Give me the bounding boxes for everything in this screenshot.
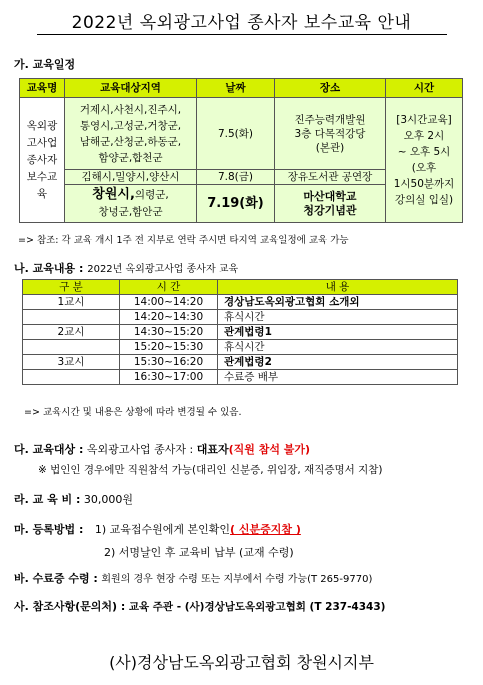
header-period: 구 분 (23, 280, 120, 295)
content-cell: 관계법령1 (218, 325, 458, 340)
time-cell: 14:30~15:20 (120, 325, 218, 340)
registration-step1: 1) 교육접수원에게 본인확인 (94, 523, 231, 536)
period-cell: 3교시 (23, 355, 120, 370)
period-cell: 1교시 (23, 295, 120, 310)
content-cell: 경상남도옥외광고협회 소개외 (218, 295, 458, 310)
contents-header-row (23, 280, 458, 295)
schedule-table (19, 78, 463, 223)
place-cell (275, 185, 386, 223)
table-row (23, 310, 458, 325)
course-name-cell (20, 98, 65, 223)
header-course: 교육명 (20, 79, 65, 98)
region-line: 함양군,합천군 (98, 151, 163, 164)
time-line: 강의실 입실) (394, 194, 454, 206)
registration-line (14, 521, 301, 537)
section-contents-text: 2022년 옥외광고사업 종사자 교육 (87, 264, 239, 275)
place-line: 마산대학교 (303, 189, 357, 203)
certificate-label: 바. 수료증 수령 : (14, 572, 98, 585)
period-cell (23, 370, 120, 385)
contact-label: 사. 참조사항(문의처) : (14, 600, 126, 613)
region-text: 의령군, (134, 189, 169, 201)
place-line: 진주능력개발원 (294, 113, 366, 126)
schedule-row (20, 98, 463, 170)
region-line: 통영시,고성군,거창군, (79, 119, 182, 132)
document-title: 2022년 옥외광고사업 종사자 보수교육 안내 (71, 13, 412, 33)
schedule-header-row (20, 79, 463, 98)
title-underline (37, 34, 447, 35)
target-bold: 대표자 (196, 443, 229, 456)
content-cell: 관계법령2 (218, 355, 458, 370)
contact-line (14, 598, 385, 614)
header-content: 내 용 (218, 280, 458, 295)
registration-step2: 2) 서명날인 후 교육비 납부 (교재 수령) (104, 546, 294, 559)
content-cell: 휴식시간 (218, 310, 458, 325)
contents-table (22, 279, 458, 385)
table-row (23, 325, 458, 340)
fee-label: 라. 교 육 비 : (14, 493, 81, 506)
section-schedule-heading: 가. 교육일정 (14, 58, 76, 71)
section-contents-heading (14, 260, 238, 276)
region-cell (65, 98, 197, 170)
target-label: 다. 교육대상 : (14, 443, 84, 456)
course-name-line: 옥외광 (26, 119, 58, 132)
place-cell (275, 98, 386, 170)
contents-note: => 교육시간 및 내용은 상황에 따라 변경될 수 있음. (24, 407, 242, 418)
target-text: 옥외광고사업 종사자 : (86, 443, 194, 456)
header-date: 날짜 (197, 79, 275, 98)
period-cell: 2교시 (23, 325, 120, 340)
place-line: 3층 다목적강당 (294, 127, 366, 140)
time-cell: 15:20~15:30 (120, 340, 218, 355)
table-row (23, 355, 458, 370)
time-cell: 14:00~14:20 (120, 295, 218, 310)
region-line: 남해군,산청군,하동군, (79, 135, 182, 148)
region-line: 창녕군,함안군 (98, 206, 163, 218)
content-cell: 휴식시간 (218, 340, 458, 355)
table-row (23, 340, 458, 355)
date-cell: 7.5(화) (197, 98, 275, 170)
time-cell: 16:30~17:00 (120, 370, 218, 385)
region-highlight: 창원시, (92, 187, 135, 202)
target-warning: (직원 참석 불가) (228, 443, 311, 456)
period-cell (23, 340, 120, 355)
date-cell: 7.8(금) (197, 170, 275, 185)
region-cell (65, 185, 197, 223)
header-time: 시간 (386, 79, 463, 98)
contact-text: 교육 주관 - (사)경상남도옥외광고협회 (T 237-4343) (128, 601, 386, 613)
date-cell: 7.19(화) (197, 185, 275, 223)
time-line: 1시50분까지 (393, 178, 455, 190)
region-cell: 김해시,밀양시,양산시 (65, 170, 197, 185)
place-cell: 장유도서관 공연장 (275, 170, 386, 185)
course-name-line: 육 (36, 187, 48, 200)
content-cell: 수료증 배부 (218, 370, 458, 385)
time-line: (오후 (411, 162, 437, 174)
footer-organization: (사)경상남도옥외광고협회 창원시지부 (109, 653, 374, 672)
certificate-line (14, 570, 372, 586)
time-line: ~ 오후 5시 (397, 146, 451, 158)
time-cell: 15:30~16:20 (120, 355, 218, 370)
fee-text: 30,000원 (83, 493, 134, 506)
period-cell (23, 310, 120, 325)
registration-id-required: ( 신분증지참 ) (230, 523, 301, 536)
place-line: (본관) (315, 141, 345, 154)
target-subnote: ※ 법인인 경우에만 직원참석 가능(대리인 신분증, 위임장, 재직증명서 지참) (38, 464, 383, 476)
header-time: 시 간 (120, 280, 218, 295)
certificate-text: 회원의 경우 현장 수령 또는 지부에서 수령 가능(T 265-9770) (101, 574, 373, 585)
header-place: 장소 (275, 79, 386, 98)
registration-label: 마. 등록방법 : (14, 523, 84, 536)
course-name-line: 고사업 (26, 136, 58, 149)
place-line: 청강기념관 (303, 203, 357, 217)
region-line: 거제시,사천시,진주시, (79, 103, 182, 116)
fee-line (14, 491, 133, 507)
time-line: [3시간교육] (396, 114, 452, 126)
header-region: 교육대상지역 (65, 79, 197, 98)
schedule-note: => 참조: 각 교육 개시 1주 전 지부로 연락 주시면 타지역 교육일정에 교육 가능 (18, 235, 349, 246)
time-line: 오후 2시 (403, 130, 445, 142)
section-contents-label: 나. 교육내용 : (14, 262, 84, 275)
course-name-line: 보수교 (26, 170, 58, 183)
table-row (23, 370, 458, 385)
time-cell: 14:20~14:30 (120, 310, 218, 325)
target-line (14, 441, 310, 457)
table-row (23, 295, 458, 310)
course-name-line: 종사자 (26, 153, 58, 166)
time-cell (386, 98, 463, 223)
